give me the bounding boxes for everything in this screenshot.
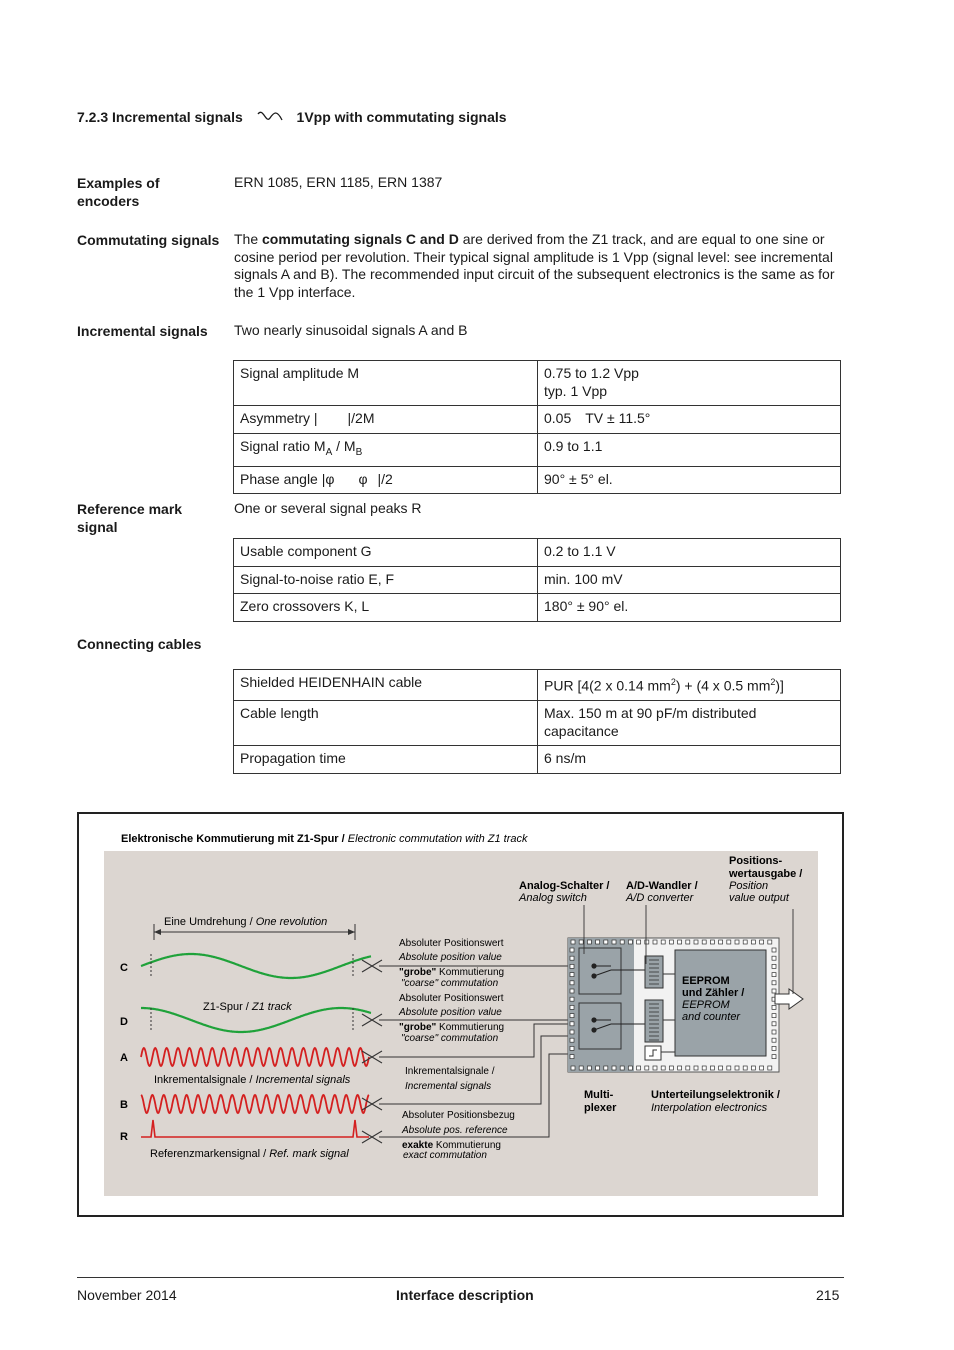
chip bbox=[568, 938, 779, 1072]
commutating-text: The commutating signals C and D are derived from the Z1 track, and are equal to one sine or cosine period per revolution. Their typical signal amplitude is 1 Vpp (signal level: see incremental signals A and B). The recommended input circuit of the subsequent electronics is the same as for the 1 Vpp interface. bbox=[234, 231, 835, 300]
chip-pin bbox=[678, 940, 682, 944]
chip-pin bbox=[661, 940, 665, 944]
value-cell: min. 100 mV bbox=[538, 566, 841, 594]
chip-pin bbox=[751, 940, 755, 944]
cables-table bbox=[233, 669, 841, 774]
chip-pin bbox=[570, 989, 574, 993]
value-cell: Max. 150 m at 90 pF/m distributed capacitance bbox=[538, 701, 841, 746]
chip-pin bbox=[587, 1066, 591, 1070]
diagram-title: Elektronische Kommutierung mit Z1-Spur / Electronic commutation with Z1 track bbox=[121, 833, 528, 845]
chip-pin bbox=[751, 1066, 755, 1070]
svg-text:value output: value output bbox=[729, 892, 789, 904]
value-cell: 90° ± 5° el. bbox=[538, 466, 841, 494]
param-cell: Usable component G bbox=[234, 539, 538, 567]
chip-pin bbox=[570, 981, 574, 985]
chip-pin bbox=[710, 940, 714, 944]
chip-pin bbox=[596, 940, 600, 944]
svg-text:and counter: and counter bbox=[682, 1011, 741, 1023]
reference-text: One or several signal peaks R bbox=[234, 500, 422, 516]
value-cell: 6 ns/m bbox=[538, 746, 841, 774]
svg-text:A/D-Wandler /: A/D-Wandler / bbox=[626, 880, 698, 892]
incremental-label: Incremental signals bbox=[77, 323, 208, 339]
chip-pin bbox=[772, 981, 776, 985]
ref-mark-label: Referenzmarkensignal / Ref. mark signal bbox=[150, 1148, 349, 1160]
chip-pin bbox=[735, 940, 739, 944]
chip-pin bbox=[620, 940, 624, 944]
param-cell: Cable length bbox=[234, 701, 538, 746]
table-row bbox=[234, 406, 841, 434]
chip-pin bbox=[571, 940, 575, 944]
svg-text:"grobe" Kommutierung: "grobe" Kommutierung bbox=[399, 967, 505, 978]
chip-pin bbox=[772, 964, 776, 968]
table-row bbox=[234, 566, 841, 594]
chip-pin bbox=[628, 1066, 632, 1070]
signal-letter-d: D bbox=[120, 1016, 128, 1028]
signal-letter-a: A bbox=[120, 1052, 128, 1064]
chip-pin bbox=[678, 1066, 682, 1070]
chip-pin bbox=[570, 1014, 574, 1018]
signal-letter-b: B bbox=[120, 1099, 128, 1111]
chip-pin bbox=[772, 989, 776, 993]
value-cell: 0.05 TV ± 11.5° bbox=[538, 406, 841, 434]
chip-pin bbox=[768, 1066, 772, 1070]
chip-pin bbox=[570, 1005, 574, 1009]
svg-text:und Zähler /: und Zähler / bbox=[682, 987, 745, 999]
svg-text:Multi-: Multi- bbox=[584, 1089, 614, 1101]
svg-text:exakte Kommutierung: exakte Kommutierung bbox=[402, 1140, 501, 1151]
section-number: 7.2.3 bbox=[77, 109, 109, 125]
commutation-diagram bbox=[77, 812, 844, 1217]
svg-text:Absoluter Positionswert: Absoluter Positionswert bbox=[399, 993, 504, 1004]
svg-text:"grobe" Kommutierung: "grobe" Kommutierung bbox=[399, 1022, 505, 1033]
svg-text:Absoluter Positionsbezug: Absoluter Positionsbezug bbox=[402, 1110, 515, 1121]
chip-pin bbox=[710, 1066, 714, 1070]
section-heading bbox=[77, 109, 507, 127]
value-cell: PUR [4(2 x 0.14 $mm^2) + (4$ x 0.5 $mm^2$)] bbox=[538, 670, 841, 701]
chip-pin bbox=[743, 940, 747, 944]
chip-pin bbox=[579, 1066, 583, 1070]
svg-text:"coarse" commutation: "coarse" commutation bbox=[401, 978, 499, 989]
chip-pin bbox=[571, 1066, 575, 1070]
chip-pin bbox=[570, 956, 574, 960]
analog-switch-2 bbox=[579, 1003, 621, 1049]
param-cell: Signal-to-noise ratio E, F bbox=[234, 566, 538, 594]
chip-pin bbox=[772, 1014, 776, 1018]
incremental-table bbox=[233, 360, 841, 494]
table-row bbox=[234, 746, 841, 774]
incremental-text: Two nearly sinusoidal signals A and B bbox=[234, 322, 468, 338]
chip-pin bbox=[768, 940, 772, 944]
svg-text:Analog-Schalter /: Analog-Schalter / bbox=[519, 880, 610, 892]
chip-pin bbox=[570, 1046, 574, 1050]
chip-pin bbox=[772, 973, 776, 977]
chip-pin bbox=[653, 940, 657, 944]
value-cell: 0.75 to 1.2 Vpp typ. 1 Vpp bbox=[538, 361, 841, 406]
chip-pin bbox=[760, 1066, 764, 1070]
chip-pin bbox=[587, 940, 591, 944]
reference-label: Reference mark signal bbox=[77, 501, 183, 535]
chip-pin bbox=[620, 1066, 624, 1070]
value-cell: 0.2 to 1.1 V bbox=[538, 539, 841, 567]
chip-pin bbox=[772, 1022, 776, 1026]
examples-text: ERN 1085, ERN 1185, ERN 1387 bbox=[234, 174, 443, 190]
chip-pin bbox=[570, 1055, 574, 1059]
svg-text:Absolute pos. reference: Absolute pos. reference bbox=[402, 1125, 508, 1136]
svg-text:Position: Position bbox=[729, 880, 769, 892]
svg-text:EEPROM: EEPROM bbox=[682, 999, 730, 1011]
param-cell: Propagation time bbox=[234, 746, 538, 774]
svg-text:plexer: plexer bbox=[584, 1102, 617, 1114]
commutating-label: Commutating signals bbox=[77, 232, 220, 248]
value-cell: 180° ± 90° el. bbox=[538, 594, 841, 622]
chip-pin bbox=[694, 940, 698, 944]
chip-pin bbox=[772, 1046, 776, 1050]
chip-pin bbox=[772, 948, 776, 952]
param-cell: Zero crossovers K, L bbox=[234, 594, 538, 622]
chip-pin bbox=[645, 940, 649, 944]
chip-pin bbox=[570, 964, 574, 968]
chip-pin bbox=[570, 973, 574, 977]
chip-pin bbox=[612, 1066, 616, 1070]
cables-label: Connecting cables bbox=[77, 636, 202, 652]
table-row bbox=[234, 466, 841, 494]
table-row bbox=[234, 670, 841, 701]
param-cell: Signal ratio $M_A / M_B$ bbox=[234, 433, 538, 466]
svg-text:A/D converter: A/D converter bbox=[626, 892, 694, 904]
svg-text:Inkrementalsignale /: Inkrementalsignale / bbox=[405, 1066, 495, 1077]
page-number: 215 bbox=[816, 1287, 840, 1303]
z1-track-label: Z1-Spur / Z1 track bbox=[203, 1001, 292, 1013]
sine-wave-icon bbox=[257, 110, 283, 127]
one-revolution-label: Eine Umdrehung / One revolution bbox=[164, 916, 328, 928]
chip-pin bbox=[669, 940, 673, 944]
chip-pin bbox=[653, 1066, 657, 1070]
analog-switch-1 bbox=[579, 948, 621, 994]
table-row bbox=[234, 361, 841, 406]
svg-text:Analog switch: Analog switch bbox=[519, 892, 587, 904]
signal-letter-r: R bbox=[120, 1131, 128, 1143]
svg-text:"coarse" commutation: "coarse" commutation bbox=[401, 1033, 499, 1044]
footer-title: Interface description bbox=[396, 1287, 534, 1303]
chip-pin bbox=[570, 997, 574, 1001]
chip-pin bbox=[702, 1066, 706, 1070]
svg-text:Absolute position value: Absolute position value bbox=[399, 1007, 502, 1018]
chip-pin bbox=[628, 940, 632, 944]
chip-pin bbox=[772, 956, 776, 960]
param-cell: Phase angle |φ φ |/2 bbox=[234, 466, 538, 494]
chip-pin bbox=[702, 940, 706, 944]
chip-pin bbox=[570, 1022, 574, 1026]
chip-pin bbox=[735, 1066, 739, 1070]
chip-pin bbox=[743, 1066, 747, 1070]
chip-pin bbox=[612, 940, 616, 944]
footer-rule bbox=[77, 1277, 844, 1278]
svg-text:Positions-: Positions- bbox=[729, 855, 783, 867]
chip-pin bbox=[570, 948, 574, 952]
examples-label: Examples of encoders bbox=[77, 175, 160, 209]
chip-pin bbox=[772, 1005, 776, 1009]
chip-pin bbox=[669, 1066, 673, 1070]
chip-pin bbox=[694, 1066, 698, 1070]
table-row bbox=[234, 433, 841, 466]
param-cell: Shielded HEIDENHAIN cable bbox=[234, 670, 538, 701]
chip-pin bbox=[727, 1066, 731, 1070]
chip-pin bbox=[719, 1066, 723, 1070]
chip-pin bbox=[772, 1030, 776, 1034]
chip-pin bbox=[760, 940, 764, 944]
chip-pin bbox=[579, 940, 583, 944]
chip-pin bbox=[604, 940, 608, 944]
svg-text:Incremental signals: Incremental signals bbox=[405, 1081, 492, 1092]
section-title: Incremental signals bbox=[112, 109, 243, 125]
chip-pin bbox=[570, 1038, 574, 1042]
chip-pin bbox=[719, 940, 723, 944]
value-cell: 0.9 to 1.1 bbox=[538, 433, 841, 466]
svg-text:Interpolation electronics: Interpolation electronics bbox=[651, 1102, 768, 1114]
chip-pin bbox=[596, 1066, 600, 1070]
chip-pin bbox=[570, 1030, 574, 1034]
chip-pin bbox=[772, 1038, 776, 1042]
chip-pin bbox=[686, 940, 690, 944]
param-cell: Asymmetry | |/2M bbox=[234, 406, 538, 434]
section-suffix: 1Vpp with commutating signals bbox=[296, 109, 507, 125]
svg-text:wertausgabe /: wertausgabe / bbox=[729, 868, 803, 880]
svg-text:Absolute position value: Absolute position value bbox=[399, 952, 502, 963]
svg-text:exact commutation: exact commutation bbox=[403, 1150, 487, 1161]
incremental-signals-label: Inkrementalsignale / Incremental signals bbox=[154, 1074, 351, 1086]
table-row bbox=[234, 701, 841, 746]
chip-pin bbox=[772, 1055, 776, 1059]
chip-pin bbox=[686, 1066, 690, 1070]
reference-table bbox=[233, 538, 841, 622]
table-row bbox=[234, 539, 841, 567]
table-row bbox=[234, 594, 841, 622]
commutating-bold: commutating signals C and D bbox=[262, 231, 459, 247]
chip-pin bbox=[637, 1066, 641, 1070]
svg-text:Absoluter Positionswert: Absoluter Positionswert bbox=[399, 938, 504, 949]
chip-pin bbox=[604, 1066, 608, 1070]
chip-pin bbox=[727, 940, 731, 944]
chip-pin bbox=[661, 1066, 665, 1070]
svg-text:EEPROM: EEPROM bbox=[682, 975, 730, 987]
footer-date: November 2014 bbox=[77, 1287, 177, 1303]
param-cell: Signal amplitude M bbox=[234, 361, 538, 406]
signal-letter-c: C bbox=[120, 962, 128, 974]
chip-pin bbox=[637, 940, 641, 944]
svg-text:Unterteilungselektronik /: Unterteilungselektronik / bbox=[651, 1089, 780, 1101]
chip-pin bbox=[645, 1066, 649, 1070]
